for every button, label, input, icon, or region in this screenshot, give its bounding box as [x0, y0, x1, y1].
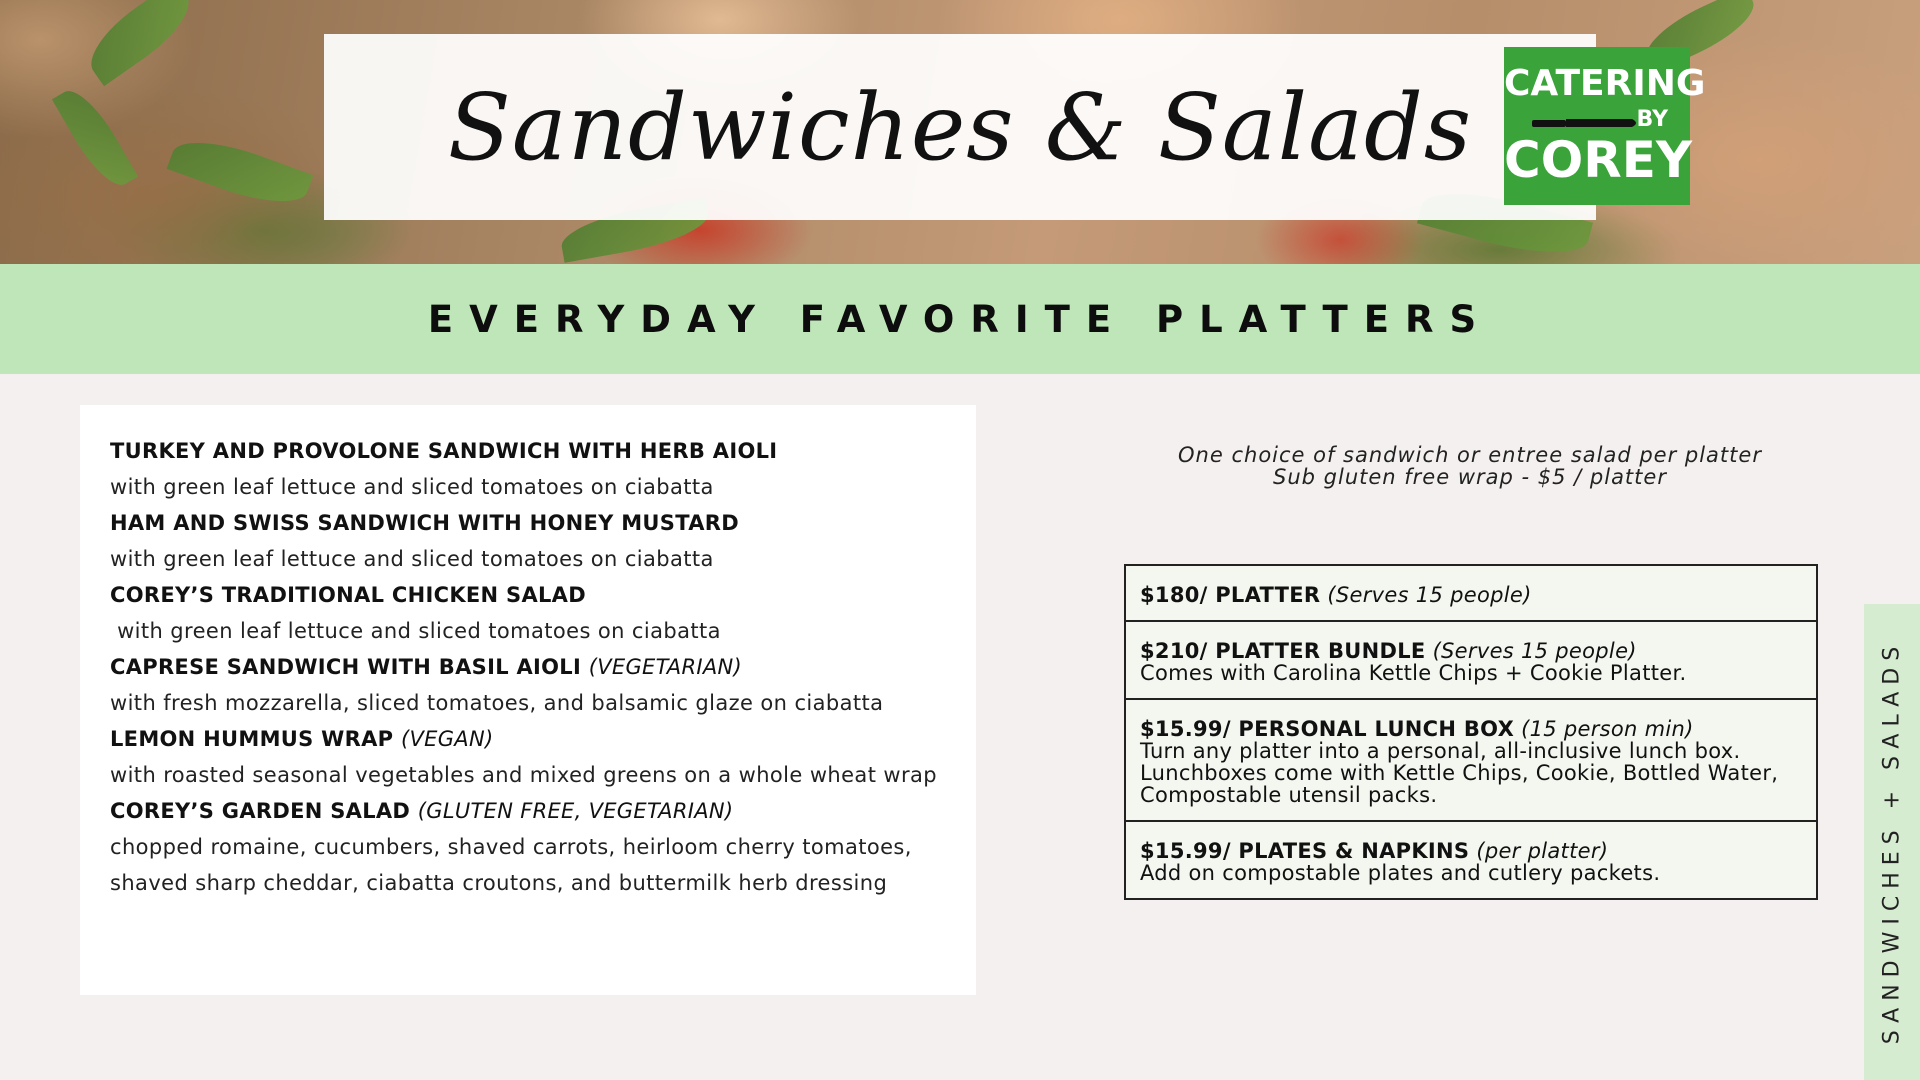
pricing-row — [1126, 698, 1816, 820]
arugula-leaf-decoration — [78, 0, 203, 86]
menu-item — [110, 649, 960, 721]
menu-item-diet-tag: (GLUTEN FREE, VEGETARIAN) — [417, 799, 734, 823]
header-photo — [0, 0, 1920, 264]
menu-item-description: with green leaf lettuce and sliced tomatoes on ciabatta — [110, 475, 714, 499]
pricing-table — [1124, 564, 1818, 900]
pricing-price: $180/ PLATTER — [1140, 583, 1321, 607]
menu-item-title: TURKEY AND PROVOLONE SANDWICH WITH HERB AIOLI — [110, 439, 778, 463]
pricing-row — [1126, 566, 1816, 620]
menu-item-description: with fresh mozzarella, sliced tomatoes, and balsamic glaze on ciabatta — [110, 691, 884, 715]
menu-item-description: with green leaf lettuce and sliced tomatoes on ciabatta — [110, 619, 721, 643]
menu-item-name — [110, 505, 960, 541]
platter-notes — [1100, 444, 1840, 488]
knife-icon — [1532, 115, 1642, 131]
menu-item — [110, 577, 960, 649]
pricing-price: $15.99/ PLATES & NAPKINS — [1140, 839, 1470, 863]
pricing-subtext: (Serves 15 people) — [1327, 583, 1532, 607]
menu-item — [110, 721, 960, 793]
page-title: Sandwiches & Salads — [447, 73, 1473, 181]
menu-item-title: COREY’S GARDEN SALAD — [110, 799, 411, 823]
menu-item — [110, 433, 960, 505]
menu-item-name — [110, 649, 960, 685]
menu-item-description: with green leaf lettuce and sliced tomatoes on ciabatta — [110, 547, 714, 571]
logo-line-by: BY — [1636, 107, 1668, 132]
menu-item-title: HAM AND SWISS SANDWICH WITH HONEY MUSTARD — [110, 511, 739, 535]
pricing-price: $15.99/ PERSONAL LUNCH BOX — [1140, 717, 1515, 741]
pricing-price: $210/ PLATTER BUNDLE — [1140, 639, 1426, 663]
arugula-leaf-decoration — [167, 127, 314, 216]
note-line: One choice of sandwich or entree salad per platter — [1178, 443, 1762, 467]
pricing-subtext: (Serves 15 people) — [1432, 639, 1637, 663]
catering-logo — [1504, 47, 1706, 205]
note-line: Sub gluten free wrap - $5 / platter — [1273, 465, 1667, 489]
menu-item — [110, 793, 960, 901]
menu-item-name — [110, 433, 960, 469]
pricing-description: Comes with Carolina Kettle Chips + Cookie Platter. — [1140, 661, 1687, 685]
menu-item-name — [110, 793, 960, 829]
side-tab-label: SANDWICHES + SALADS — [1879, 639, 1905, 1045]
menu-list — [110, 433, 960, 901]
menu-item-name — [110, 721, 960, 757]
menu-item-description: with roasted seasonal vegetables and mixed greens on a whole wheat wrap — [110, 763, 938, 787]
menu-item-title: LEMON HUMMUS WRAP — [110, 727, 394, 751]
section-title: EVERYDAY FAVORITE PLATTERS — [427, 297, 1493, 341]
menu-item-diet-tag: (VEGAN) — [400, 727, 494, 751]
pricing-row — [1126, 620, 1816, 698]
menu-item-diet-tag: (VEGETARIAN) — [588, 655, 743, 679]
menu-card — [80, 405, 976, 995]
pricing-subtext: (15 person min) — [1521, 717, 1694, 741]
menu-item-description: chopped romaine, cucumbers, shaved carrots, heirloom cherry tomatoes, shaved sharp cheddar, ciabatta croutons, and buttermilk herb dressing — [110, 835, 912, 895]
pricing-description: Add on compostable plates and cutlery packets. — [1140, 861, 1661, 885]
arugula-leaf-decoration — [52, 81, 138, 194]
side-tab — [1864, 604, 1920, 1080]
menu-item-title: COREY’S TRADITIONAL CHICKEN SALAD — [110, 583, 586, 607]
pricing-description: Turn any platter into a personal, all-inclusive lunch box. Lunchboxes come with Kettle Chips, Cookie, Bottled Water, Compostable utensil packs. — [1140, 739, 1779, 807]
logo-line-corey: COREY — [1504, 131, 1693, 189]
section-band — [0, 264, 1920, 374]
logo-line-catering: CATERING — [1504, 63, 1706, 104]
pricing-subtext: (per platter) — [1476, 839, 1609, 863]
menu-item — [110, 505, 960, 577]
title-box — [324, 34, 1596, 220]
menu-item-title: CAPRESE SANDWICH WITH BASIL AIOLI — [110, 655, 582, 679]
pricing-row — [1126, 820, 1816, 898]
menu-item-name — [110, 577, 960, 613]
